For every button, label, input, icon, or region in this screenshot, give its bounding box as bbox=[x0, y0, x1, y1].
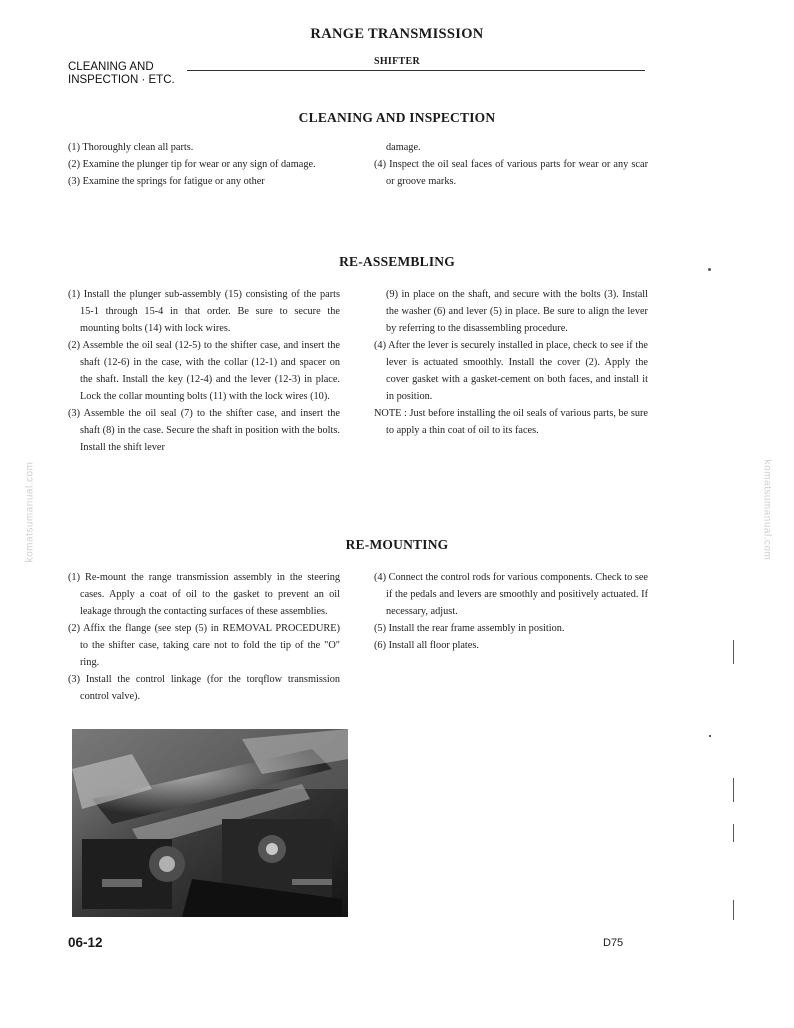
section-label-line2: INSPECTION · ETC. bbox=[68, 74, 175, 86]
list-item: (4) After the lever is securely installed in place, check to see if the lever is actuated smoothly. Install the cover (2). Apply the cover gasket with a gasket-cement on both faces, and install it in position. bbox=[374, 340, 648, 402]
remounting-right-column bbox=[374, 569, 648, 654]
page-title: RANGE TRANSMISSION bbox=[310, 26, 484, 42]
list-item: (1) Re-mount the range transmission assembly in the steering cases. Apply a coat of oil to the gasket to prevent an oil leakage through the contacting surfaces of these assemblies. bbox=[68, 572, 340, 617]
header-rule bbox=[187, 70, 645, 71]
list-item: (3) Examine the springs for fatigue or any other bbox=[68, 176, 265, 187]
cleaning-right-column bbox=[374, 139, 648, 190]
list-item: (2) Affix the flange (see step (5) in REMOVAL PROCEDURE) to the shifter case, taking care not to fold the tip of the "O" ring. bbox=[68, 623, 340, 668]
remounting-heading: RE-MOUNTING bbox=[345, 537, 449, 552]
list-item: (1) Thoroughly clean all parts. bbox=[68, 142, 194, 153]
list-item-continued: (9) in place on the shaft, and secure with the bolts (3). Install the washer (6) and lever (5) in place. Be sure to align the lever by referring to the disassembling procedure. bbox=[386, 289, 648, 334]
photo-image bbox=[72, 729, 348, 917]
section-subtitle: SHIFTER bbox=[373, 56, 420, 67]
reassembling-left-column bbox=[68, 286, 340, 456]
list-item: (2) Assemble the oil seal (12-5) to the shifter case, and insert the shaft (12-6) in the case, with the collar (12-1) and spacer on the shaft. Install the key (12-4) and the lever (12-3) in place. Lock the collar mounting bolts (11) with the lock wires (10). bbox=[68, 340, 340, 402]
list-item: (3) Assemble the oil seal (7) to the shifter case, and insert the shaft (8) in the case. Secure the shaft in position with the bolts. Install the shift lever bbox=[68, 408, 340, 453]
section-label bbox=[68, 61, 175, 87]
scan-mark bbox=[733, 900, 734, 920]
section-label-line1: CLEANING AND bbox=[68, 61, 154, 73]
list-item: (5) Install the rear frame assembly in position. bbox=[374, 623, 565, 634]
list-item-continued: damage. bbox=[386, 142, 421, 153]
scan-mark bbox=[709, 735, 711, 737]
note: NOTE : Just before installing the oil seals of various parts, be sure to apply a thin coat of oil to its faces. bbox=[374, 408, 648, 436]
reassembling-right-column bbox=[374, 286, 648, 439]
watermark-right: komatsumanual.com bbox=[761, 459, 773, 561]
control-linkage-photo bbox=[72, 729, 348, 917]
scan-mark bbox=[733, 778, 734, 802]
model-code: D75 bbox=[603, 937, 624, 949]
cleaning-heading: CLEANING AND INSPECTION bbox=[298, 110, 496, 125]
scan-mark bbox=[733, 824, 734, 842]
scan-mark bbox=[733, 640, 734, 664]
watermark-left: komatsumanual.com bbox=[24, 461, 36, 563]
remounting-left-column bbox=[68, 569, 340, 705]
list-item: (1) Install the plunger sub-assembly (15) consisting of the parts 15-1 through 15-4 in that order. Be sure to secure the mounting bolts (14) with lock wires. bbox=[68, 289, 340, 334]
reassembling-heading: RE-ASSEMBLING bbox=[339, 254, 455, 269]
cleaning-left-column bbox=[68, 139, 340, 190]
list-item: (4) Connect the control rods for various components. Check to see if the pedals and levers are smoothly and positively actuated. If necessary, adjust. bbox=[374, 572, 648, 617]
scan-mark bbox=[708, 268, 711, 271]
list-item: (2) Examine the plunger tip for wear or any sign of damage. bbox=[68, 159, 316, 170]
list-item: (6) Install all floor plates. bbox=[374, 640, 479, 651]
page-number: 06-12 bbox=[68, 935, 103, 950]
list-item: (4) Inspect the oil seal faces of various parts for wear or any scar or groove marks. bbox=[374, 159, 648, 187]
list-item: (3) Install the control linkage (for the torqflow transmission control valve). bbox=[68, 674, 340, 702]
